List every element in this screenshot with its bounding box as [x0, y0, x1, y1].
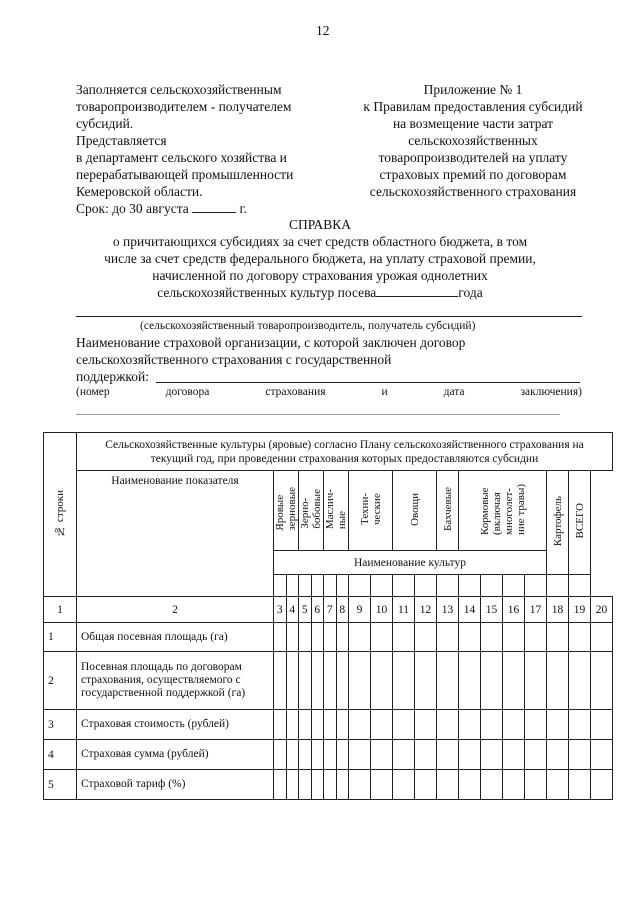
crop-header-legumes: [299, 471, 324, 551]
data-cell[interactable]: [274, 623, 287, 652]
sowing-year-blank[interactable]: [376, 284, 458, 297]
crop-name-cell[interactable]: [393, 575, 415, 597]
contract-caption: [76, 385, 582, 399]
col-number: 20: [591, 597, 613, 623]
data-cell[interactable]: [311, 770, 324, 800]
crop-name-cell[interactable]: [311, 575, 324, 597]
table-row: [44, 623, 613, 652]
producer-name-line[interactable]: [76, 316, 582, 317]
deadline: [76, 200, 247, 217]
data-cell[interactable]: [393, 652, 415, 710]
data-cell[interactable]: [286, 740, 299, 770]
deadline-suffix: г.: [239, 201, 247, 216]
data-cell[interactable]: [547, 770, 569, 800]
data-cell[interactable]: [415, 652, 437, 710]
data-cell[interactable]: [286, 623, 299, 652]
crop-label-melons: Бахчевые: [441, 486, 454, 532]
right-line-4: сельскохозяйственных: [408, 133, 538, 148]
subsidy-table: [43, 432, 613, 800]
table-row: [44, 770, 613, 800]
data-cell[interactable]: [393, 623, 415, 652]
data-cell[interactable]: [547, 740, 569, 770]
right-line-5: товаропроизводителей на уплату: [378, 150, 568, 165]
data-cell[interactable]: [349, 740, 371, 770]
crop-header-spring-grain: [274, 471, 299, 551]
data-cell[interactable]: [349, 770, 371, 800]
data-cell[interactable]: [503, 740, 525, 770]
table-main-header: Сельскохозяйственные культуры (яровые) согласно Плану сельскохозяйственного страхования на текущий год, при проведении страхования которых предоставляются субсидии: [77, 433, 613, 471]
data-cell[interactable]: [393, 770, 415, 800]
data-cell[interactable]: [525, 740, 547, 770]
data-cell[interactable]: [286, 652, 299, 710]
data-cell[interactable]: [481, 710, 503, 740]
crop-name-cell[interactable]: [415, 575, 437, 597]
col-number: 8: [336, 597, 349, 623]
col-number: 14: [459, 597, 481, 623]
row-number: 5: [44, 770, 77, 800]
data-cell[interactable]: [336, 623, 349, 652]
crop-name-cell[interactable]: [349, 575, 371, 597]
data-cell[interactable]: [324, 652, 337, 710]
insurer-line-3: поддержкой:: [76, 369, 149, 384]
insurer-line-1: Наименование страховой организации, с которой заключен договор: [76, 335, 466, 350]
data-cell[interactable]: [311, 623, 324, 652]
contract-caption-5: дата: [443, 386, 465, 398]
contract-caption-1: (номер: [76, 386, 110, 398]
data-cell[interactable]: [547, 623, 569, 652]
page-number: 12: [316, 23, 330, 38]
right-line-1: Приложение № 1: [423, 82, 523, 97]
col-number: 12: [415, 597, 437, 623]
col-number: 13: [437, 597, 459, 623]
data-cell[interactable]: [437, 710, 459, 740]
data-cell[interactable]: [371, 710, 393, 740]
data-cell[interactable]: [459, 740, 481, 770]
row-number: 2: [44, 652, 77, 710]
column-numbers-row: [44, 597, 613, 623]
crop-label-spring-grain: Яровые зерновые: [274, 487, 298, 531]
crop-header-fodder: [459, 471, 547, 551]
col-number: 2: [77, 597, 274, 623]
data-cell[interactable]: [569, 740, 591, 770]
data-cell[interactable]: [311, 740, 324, 770]
left-line-2: товаропроизводителем - получателем: [76, 99, 292, 114]
crop-label-vegetables: Овощи: [408, 492, 421, 526]
data-cell[interactable]: [437, 623, 459, 652]
deadline-prefix: Срок: до 30 августа: [76, 201, 189, 216]
col-number: 17: [525, 597, 547, 623]
data-cell[interactable]: [547, 652, 569, 710]
data-cell[interactable]: [525, 770, 547, 800]
col-indicator-header: Наименование показателя: [77, 471, 274, 597]
data-cell[interactable]: [324, 740, 337, 770]
crop-name-cell[interactable]: [503, 575, 525, 597]
data-cell[interactable]: [459, 652, 481, 710]
col-number: 5: [299, 597, 312, 623]
data-cell[interactable]: [324, 770, 337, 800]
data-cell[interactable]: [274, 740, 287, 770]
subtitle-line-1: о причитающихся субсидиях за счет средств областного бюджета, в том: [112, 234, 528, 249]
data-cell[interactable]: [591, 652, 613, 710]
crop-name-cell[interactable]: [525, 575, 547, 597]
data-cell[interactable]: [437, 770, 459, 800]
data-cell[interactable]: [299, 652, 312, 710]
producer-caption: (сельскохозяйственный товаропроизводитель, получатель субсидий): [140, 320, 476, 332]
data-cell[interactable]: [299, 770, 312, 800]
left-line-4: Представляется: [76, 133, 167, 148]
data-cell[interactable]: [503, 770, 525, 800]
table-row: [44, 652, 613, 710]
row-label: Страховая стоимость (рублей): [77, 710, 274, 740]
data-cell[interactable]: [503, 623, 525, 652]
data-cell[interactable]: [274, 652, 287, 710]
data-cell[interactable]: [336, 652, 349, 710]
col-number: 1: [44, 597, 77, 623]
subtitle-line-4-text: сельскохозяйственных культур посева: [157, 285, 377, 300]
col-row-no-header: [44, 433, 77, 597]
data-cell[interactable]: [274, 710, 287, 740]
contract-caption-3: страхования: [265, 386, 326, 398]
col-number: 10: [371, 597, 393, 623]
data-cell[interactable]: [525, 652, 547, 710]
col-number: 7: [324, 597, 337, 623]
left-line-1: Заполняется сельскохозяйственным: [76, 82, 282, 97]
row-number: 3: [44, 710, 77, 740]
data-cell[interactable]: [569, 770, 591, 800]
col-number: 11: [393, 597, 415, 623]
data-cell[interactable]: [393, 740, 415, 770]
data-cell[interactable]: [415, 740, 437, 770]
contract-caption-6: заключения): [520, 386, 582, 398]
data-cell[interactable]: [371, 623, 393, 652]
deadline-year-blank[interactable]: [192, 200, 236, 213]
col-number: 4: [286, 597, 299, 623]
data-cell[interactable]: [299, 740, 312, 770]
data-cell[interactable]: [336, 710, 349, 740]
crop-label-technical: Техни- ческие: [358, 493, 383, 525]
subtitle-line-4: [0, 284, 640, 301]
data-cell[interactable]: [349, 652, 371, 710]
crop-label-total: ВСЕГО: [573, 503, 586, 539]
data-cell[interactable]: [569, 623, 591, 652]
data-cell[interactable]: [274, 770, 287, 800]
data-cell[interactable]: [286, 770, 299, 800]
data-cell[interactable]: [324, 623, 337, 652]
data-cell[interactable]: [591, 623, 613, 652]
data-cell[interactable]: [311, 710, 324, 740]
data-cell[interactable]: [415, 710, 437, 740]
data-cell[interactable]: [336, 770, 349, 800]
col-number: 15: [481, 597, 503, 623]
data-cell[interactable]: [591, 770, 613, 800]
crop-header-melons: [437, 471, 459, 551]
crop-label-potatoes: Картофель: [551, 495, 564, 547]
contract-caption-4: и: [381, 386, 388, 398]
crop-label-legumes: Зерно- бобовые: [299, 489, 323, 529]
insurer-name-line[interactable]: [156, 382, 580, 383]
data-cell[interactable]: [569, 710, 591, 740]
crop-header-technical: [349, 471, 393, 551]
contract-caption-2: договора: [165, 386, 210, 398]
data-cell[interactable]: [371, 652, 393, 710]
crop-header-potatoes: [547, 471, 569, 575]
data-cell[interactable]: [415, 623, 437, 652]
data-cell[interactable]: [349, 623, 371, 652]
data-cell[interactable]: [569, 652, 591, 710]
data-cell[interactable]: [481, 652, 503, 710]
left-line-5: в департамент сельского хозяйства и: [76, 150, 287, 165]
crop-header-oilseeds: [324, 471, 349, 551]
data-cell[interactable]: [311, 652, 324, 710]
col-number: 18: [547, 597, 569, 623]
row-label: Посевная площадь по договорам страхования, осуществляемого с государственной поддержкой (га): [77, 652, 274, 710]
data-cell[interactable]: [547, 710, 569, 740]
left-line-3: субсидий.: [76, 116, 134, 131]
data-cell[interactable]: [415, 770, 437, 800]
crop-name-cell[interactable]: [569, 575, 591, 597]
row-label: Страховой тариф (%): [77, 770, 274, 800]
col-number: 9: [349, 597, 371, 623]
data-cell[interactable]: [459, 710, 481, 740]
insurer-line-2: сельскохозяйственного страхования с государственной: [76, 352, 392, 367]
crop-name-cell[interactable]: [437, 575, 459, 597]
table-row: [44, 740, 613, 770]
crop-name-cell[interactable]: [371, 575, 393, 597]
data-cell[interactable]: [481, 740, 503, 770]
data-cell[interactable]: [503, 652, 525, 710]
data-cell[interactable]: [591, 710, 613, 740]
data-cell[interactable]: [503, 710, 525, 740]
contract-number-line[interactable]: [76, 414, 560, 415]
crop-name-cell[interactable]: [274, 575, 287, 597]
document-title: СПРАВКА: [288, 217, 352, 232]
right-line-2: к Правилам предоставления субсидий: [363, 99, 583, 114]
data-cell[interactable]: [437, 652, 459, 710]
right-line-7: сельскохозяйственного страхования: [369, 184, 577, 199]
crop-name-cell[interactable]: [286, 575, 299, 597]
col-number: 16: [503, 597, 525, 623]
data-cell[interactable]: [286, 710, 299, 740]
data-cell[interactable]: [371, 740, 393, 770]
data-cell[interactable]: [437, 740, 459, 770]
crop-names-label: Наименование культур: [274, 551, 547, 575]
subtitle-line-3: начисленной по договору страхования урожая однолетних: [152, 268, 488, 283]
data-cell[interactable]: [349, 710, 371, 740]
crop-name-cell[interactable]: [299, 575, 312, 597]
data-cell[interactable]: [525, 623, 547, 652]
data-cell[interactable]: [525, 710, 547, 740]
crop-name-cell[interactable]: [547, 575, 569, 597]
data-cell[interactable]: [459, 770, 481, 800]
col-number: 3: [274, 597, 287, 623]
row-number: 4: [44, 740, 77, 770]
crop-name-cell[interactable]: [481, 575, 503, 597]
crop-label-fodder: Кормовые (включая многолет- ние травы): [478, 483, 527, 535]
data-cell[interactable]: [324, 710, 337, 740]
right-line-3: на возмещение части затрат: [392, 116, 554, 131]
row-label: Общая посевная площадь (га): [77, 623, 274, 652]
crop-name-cell[interactable]: [336, 575, 349, 597]
data-cell[interactable]: [371, 770, 393, 800]
data-cell[interactable]: [336, 740, 349, 770]
crop-header-total: [569, 471, 591, 575]
crop-name-cell[interactable]: [459, 575, 481, 597]
crop-header-vegetables: [393, 471, 437, 551]
data-cell[interactable]: [299, 623, 312, 652]
subtitle-line-2: числе за счет средств федерального бюджета, на уплату страховой премии,: [104, 251, 536, 266]
col-row-no-label: № строки: [54, 489, 66, 537]
subtitle-year: года: [458, 285, 483, 300]
data-cell[interactable]: [481, 770, 503, 800]
data-cell[interactable]: [393, 710, 415, 740]
crop-name-cell[interactable]: [324, 575, 337, 597]
col-number: 19: [569, 597, 591, 623]
col-number: 6: [311, 597, 324, 623]
left-line-7: Кемеровской области.: [76, 184, 203, 199]
data-cell[interactable]: [459, 623, 481, 652]
table-row: [44, 710, 613, 740]
row-number: 1: [44, 623, 77, 652]
left-line-6: перерабатывающей промышленности: [76, 167, 294, 182]
data-cell[interactable]: [481, 623, 503, 652]
data-cell[interactable]: [299, 710, 312, 740]
crop-label-oilseeds: Маслич- ные: [324, 488, 348, 530]
data-cell[interactable]: [591, 740, 613, 770]
right-line-6: страховых премий по договорам: [379, 167, 567, 182]
row-label: Страховая сумма (рублей): [77, 740, 274, 770]
